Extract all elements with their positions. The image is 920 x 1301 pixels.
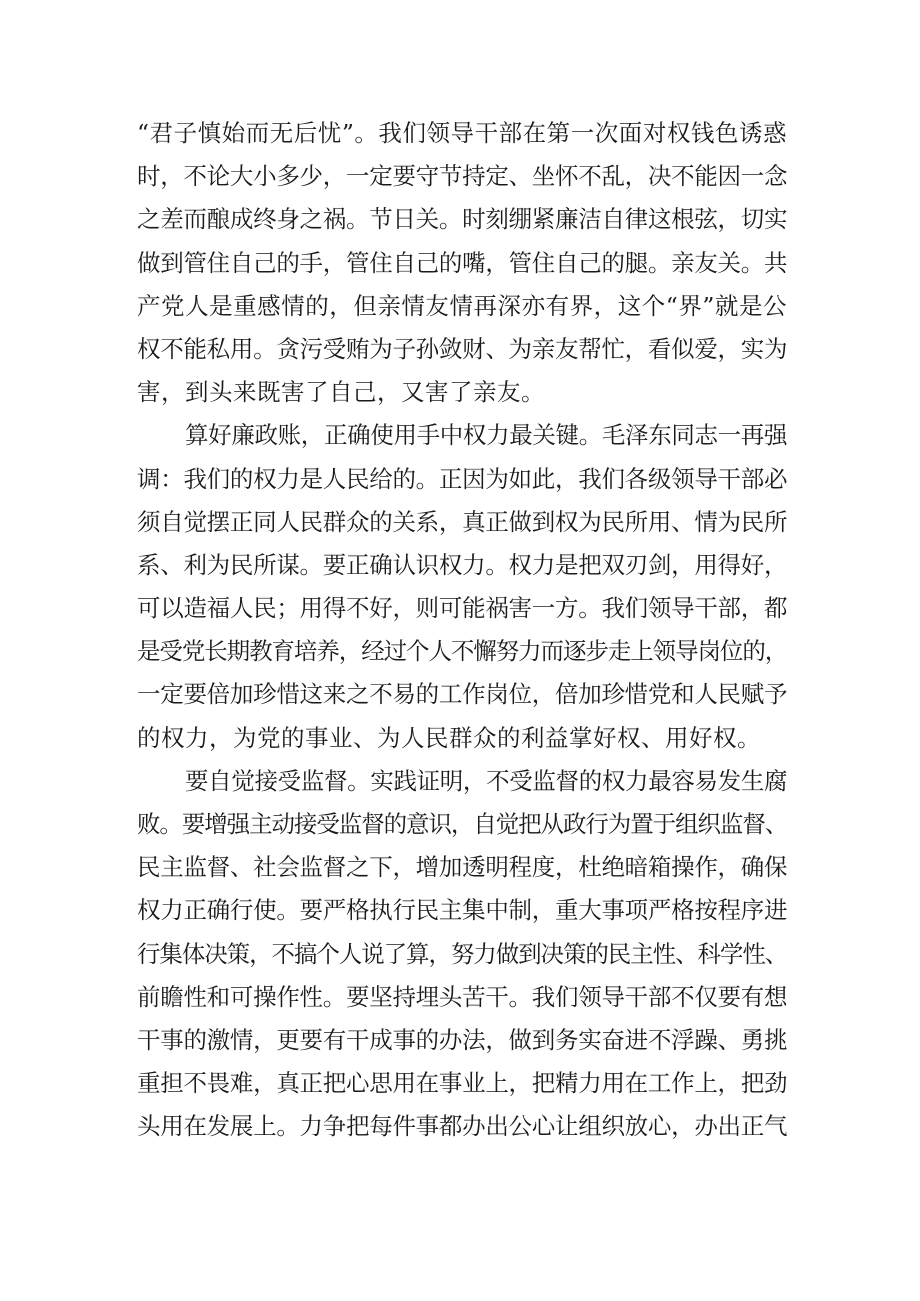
text-line: 要自觉接受监督。实践证明，不受监督的权力最容易发生腐: [185, 766, 787, 795]
text-line: 权力正确行使。要严格执行民主集中制，重大事项严格按程序进: [137, 896, 787, 925]
text-line: 败。要增强主动接受监督的意识，自觉把从政行为置于组织监督、: [137, 810, 787, 838]
text-line: 民主监督、社会监督之下，增加透明程度，杜绝暗箱操作，确保: [137, 853, 787, 882]
paragraph-3: [137, 760, 787, 1149]
paragraph-2: [137, 414, 787, 760]
text-line: 一定要倍加珍惜这来之不易的工作岗位，倍加珍惜党和人民赋予: [137, 680, 787, 709]
text-line: 头用在发展上。力争把每件事都办出公心让组织放心，办出正气: [137, 1112, 787, 1141]
text-line: 权不能私用。贪污受贿为子孙敛财、为亲友帮忙，看似爱，实为: [137, 334, 787, 363]
text-line: 的权力，为党的事业、为人民群众的利益掌好权、用好权。: [137, 723, 761, 752]
text-line: 行集体决策，不搞个人说了算，努力做到决策的民主性、科学性、: [137, 939, 787, 968]
paragraph-1: [137, 112, 787, 414]
text-line: 干事的激情，更要有干成事的办法，做到务实奋进不浮躁、勇挑: [137, 1025, 787, 1054]
text-line: 前瞻性和可操作性。要坚持埋头苦干。我们领导干部不仅要有想: [137, 982, 787, 1011]
text-line: 之差而酿成终身之祸。节日关。时刻绷紧廉洁自律这根弦，切实: [137, 205, 787, 234]
text-line: 做到管住自己的手，管住自己的嘴，管住自己的腿。亲友关。共: [137, 248, 787, 277]
text-line: 系、利为民所谋。要正确认识权力。权力是把双刃剑，用得好，: [137, 550, 787, 579]
text-line: 重担不畏难，真正把心思用在事业上，把精力用在工作上，把劲: [137, 1069, 787, 1098]
text-line: “君子慎始而无后忧”。我们领导干部在第一次面对权钱色诱惑: [137, 119, 787, 147]
text-line: 害，到头来既害了自己，又害了亲友。: [137, 378, 545, 407]
text-line: 产党人是重感情的，但亲情友情再深亦有界，这个“界”就是公: [137, 291, 787, 320]
text-line: 算好廉政账，正确使用手中权力最关键。毛泽东同志一再强: [185, 421, 787, 450]
text-line: 可以造福人民；用得不好，则可能祸害一方。我们领导干部，都: [137, 594, 787, 623]
text-line: 是受党长期教育培养，经过个人不懈努力而逐步走上领导岗位的，: [137, 637, 787, 666]
body-text: [137, 112, 787, 1149]
text-line: 须自觉摆正同人民群众的关系，真正做到权为民所用、情为民所: [137, 507, 787, 536]
text-line: 时，不论大小多少，一定要守节持定、坐怀不乱，决不能因一念: [137, 162, 787, 191]
text-line: 调：我们的权力是人民给的。正因为如此，我们各级领导干部必: [137, 464, 787, 493]
